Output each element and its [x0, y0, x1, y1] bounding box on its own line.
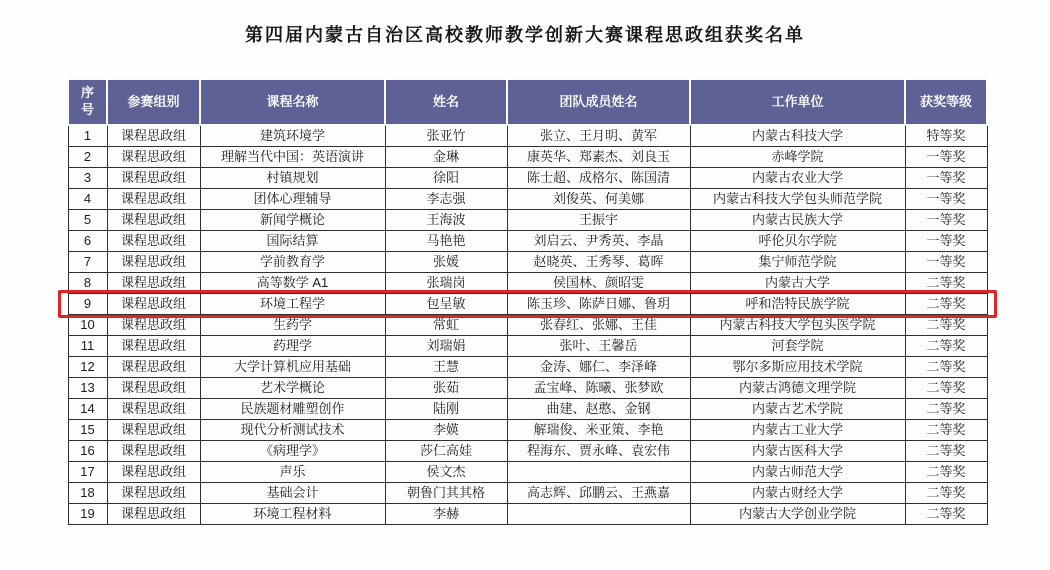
- table-cell: 包呈敏: [385, 294, 507, 315]
- table-cell: 高志辉、邱鹏云、王燕嘉: [507, 483, 690, 504]
- table-cell: 朝鲁门其其格: [385, 483, 507, 504]
- table-cell: 解瑞俊、米亚策、李艳: [507, 420, 690, 441]
- column-header: 参赛组别: [107, 79, 200, 125]
- table-row: [68, 147, 987, 168]
- table-cell: 课程思政组: [107, 420, 200, 441]
- table-cell: 二等奖: [905, 357, 987, 378]
- table-cell: 1: [68, 125, 107, 147]
- table-cell: [507, 462, 690, 483]
- table-cell: 现代分析测试技术: [200, 420, 385, 441]
- table-cell: 民族题材雕塑创作: [200, 399, 385, 420]
- page-title: 第四届内蒙古自治区高校教师教学创新大赛课程思政组获奖名单: [245, 25, 805, 45]
- table-row: [68, 125, 987, 147]
- table-cell: 学前教育学: [200, 252, 385, 273]
- table-cell: 内蒙古科技大学包头医学院: [690, 315, 905, 336]
- table-cell: 马艳艳: [385, 231, 507, 252]
- table-cell: 团体心理辅导: [200, 189, 385, 210]
- table-cell: 课程思政组: [107, 252, 200, 273]
- table-cell: 孟宝峰、陈曦、张梦欧: [507, 378, 690, 399]
- table-row: [68, 504, 987, 525]
- table-cell: 二等奖: [905, 420, 987, 441]
- table-cell: 一等奖: [905, 168, 987, 189]
- table-cell: 课程思政组: [107, 273, 200, 294]
- table-cell: 一等奖: [905, 252, 987, 273]
- table-cell: 赵晓英、王秀琴、葛晖: [507, 252, 690, 273]
- table-cell: 张亚竹: [385, 125, 507, 147]
- table-cell: 一等奖: [905, 210, 987, 231]
- table-cell: 鄂尔多斯应用技术学院: [690, 357, 905, 378]
- table-cell: 内蒙古大学创业学院: [690, 504, 905, 525]
- table-cell: 李媖: [385, 420, 507, 441]
- table-cell: 一等奖: [905, 147, 987, 168]
- table-cell: 国际结算: [200, 231, 385, 252]
- table-cell: 集宁师范学院: [690, 252, 905, 273]
- column-header: 获奖等级: [905, 79, 987, 125]
- table-cell: 河套学院: [690, 336, 905, 357]
- column-header: 姓名: [385, 79, 507, 125]
- table-cell: 课程思政组: [107, 441, 200, 462]
- table-cell: 张春红、张娜、王佳: [507, 315, 690, 336]
- table-cell: 课程思政组: [107, 504, 200, 525]
- table-head: [68, 79, 987, 125]
- table-cell: 徐阳: [385, 168, 507, 189]
- award-table-wrap: [67, 78, 986, 525]
- table-cell: 张瑞岗: [385, 273, 507, 294]
- table-cell: 课程思政组: [107, 462, 200, 483]
- table-cell: 课程思政组: [107, 315, 200, 336]
- table-cell: 课程思政组: [107, 399, 200, 420]
- table-cell: 张媛: [385, 252, 507, 273]
- table-cell: 内蒙古师范大学: [690, 462, 905, 483]
- table-row: [68, 315, 987, 336]
- table-cell: 二等奖: [905, 378, 987, 399]
- table-cell: 药理学: [200, 336, 385, 357]
- table-cell: 课程思政组: [107, 210, 200, 231]
- table-cell: 李志强: [385, 189, 507, 210]
- table-cell: 建筑环境学: [200, 125, 385, 147]
- table-cell: 生药学: [200, 315, 385, 336]
- table-row: [68, 399, 987, 420]
- table-cell: 王慧: [385, 357, 507, 378]
- table-cell: 陈士超、成格尔、陈国清: [507, 168, 690, 189]
- table-cell: 曲建、赵憨、金钢: [507, 399, 690, 420]
- table-row: [68, 210, 987, 231]
- table-row: [68, 168, 987, 189]
- table-cell: 课程思政组: [107, 378, 200, 399]
- table-cell: 常虹: [385, 315, 507, 336]
- table-row: [68, 294, 987, 315]
- table-cell: 内蒙古农业大学: [690, 168, 905, 189]
- column-header: 团队成员姓名: [507, 79, 690, 125]
- table-cell: 金涛、娜仁、李泽峰: [507, 357, 690, 378]
- table-cell: 赤峰学院: [690, 147, 905, 168]
- table-cell: 侯文杰: [385, 462, 507, 483]
- table-cell: 声乐: [200, 462, 385, 483]
- table-cell: 10: [68, 315, 107, 336]
- table-cell: 二等奖: [905, 315, 987, 336]
- table-cell: 课程思政组: [107, 357, 200, 378]
- table-cell: 15: [68, 420, 107, 441]
- table-cell: 8: [68, 273, 107, 294]
- table-cell: 王振宇: [507, 210, 690, 231]
- table-cell: 二等奖: [905, 399, 987, 420]
- table-cell: 11: [68, 336, 107, 357]
- table-cell: 陈玉珍、陈萨日娜、鲁玥: [507, 294, 690, 315]
- table-cell: 7: [68, 252, 107, 273]
- table-cell: 内蒙古艺术学院: [690, 399, 905, 420]
- table-cell: 二等奖: [905, 462, 987, 483]
- table-cell: 二等奖: [905, 294, 987, 315]
- table-cell: 二等奖: [905, 483, 987, 504]
- column-header: 序 号: [68, 79, 107, 125]
- table-row: [68, 189, 987, 210]
- table-cell: 课程思政组: [107, 125, 200, 147]
- table-cell: 《病理学》: [200, 441, 385, 462]
- table-cell: 内蒙古鸿德文理学院: [690, 378, 905, 399]
- table-cell: 18: [68, 483, 107, 504]
- table-row: [68, 483, 987, 504]
- table-cell: 课程思政组: [107, 168, 200, 189]
- table-cell: 环境工程材料: [200, 504, 385, 525]
- table-cell: 12: [68, 357, 107, 378]
- table-cell: 基础会计: [200, 483, 385, 504]
- table-cell: 二等奖: [905, 504, 987, 525]
- table-row: [68, 441, 987, 462]
- table-cell: 一等奖: [905, 231, 987, 252]
- table-cell: 理解当代中国：英语演讲: [200, 147, 385, 168]
- table-cell: 一等奖: [905, 189, 987, 210]
- table-cell: 内蒙古财经大学: [690, 483, 905, 504]
- table-cell: 张叶、王馨岳: [507, 336, 690, 357]
- table-cell: 6: [68, 231, 107, 252]
- table-cell: 张茹: [385, 378, 507, 399]
- table-row: [68, 231, 987, 252]
- table-cell: 二等奖: [905, 273, 987, 294]
- table-cell: 刘启云、尹秀英、李晶: [507, 231, 690, 252]
- table-cell: 金琳: [385, 147, 507, 168]
- table-cell: 内蒙古工业大学: [690, 420, 905, 441]
- table-cell: 二等奖: [905, 336, 987, 357]
- table-cell: 课程思政组: [107, 231, 200, 252]
- table-cell: 呼和浩特民族学院: [690, 294, 905, 315]
- table-cell: 王海波: [385, 210, 507, 231]
- table-cell: 16: [68, 441, 107, 462]
- table-cell: 9: [68, 294, 107, 315]
- table-row: [68, 252, 987, 273]
- table-cell: 内蒙古科技大学包头师范学院: [690, 189, 905, 210]
- table-cell: 村镇规划: [200, 168, 385, 189]
- table-cell: 呼伦贝尔学院: [690, 231, 905, 252]
- table-cell: 环境工程学: [200, 294, 385, 315]
- table-row: [68, 420, 987, 441]
- table-cell: 19: [68, 504, 107, 525]
- table-cell: 新闻学概论: [200, 210, 385, 231]
- table-cell: 李赫: [385, 504, 507, 525]
- table-cell: 内蒙古民族大学: [690, 210, 905, 231]
- table-cell: 课程思政组: [107, 189, 200, 210]
- header-row: [68, 79, 987, 125]
- table-cell: 刘俊英、何美娜: [507, 189, 690, 210]
- table-cell: 课程思政组: [107, 147, 200, 168]
- table-row: [68, 336, 987, 357]
- table-cell: 张立、王月明、黄军: [507, 125, 690, 147]
- table-cell: 课程思政组: [107, 336, 200, 357]
- table-cell: 陆刚: [385, 399, 507, 420]
- table-cell: 侯国林、颜昭雯: [507, 273, 690, 294]
- table-cell: 3: [68, 168, 107, 189]
- table-cell: 4: [68, 189, 107, 210]
- table-row: [68, 357, 987, 378]
- table-cell: 2: [68, 147, 107, 168]
- table-cell: 17: [68, 462, 107, 483]
- table-cell: 二等奖: [905, 441, 987, 462]
- table-cell: 14: [68, 399, 107, 420]
- table-cell: 程海东、贾永峰、袁宏伟: [507, 441, 690, 462]
- table-cell: 康英华、郑素杰、刘良玉: [507, 147, 690, 168]
- table-cell: 大学计算机应用基础: [200, 357, 385, 378]
- column-header: 工作单位: [690, 79, 905, 125]
- table-cell: 内蒙古大学: [690, 273, 905, 294]
- table-body: [68, 125, 987, 525]
- table-cell: 课程思政组: [107, 483, 200, 504]
- table-cell: 艺术学概论: [200, 378, 385, 399]
- table-cell: [507, 504, 690, 525]
- table-cell: 刘瑞娟: [385, 336, 507, 357]
- table-row: [68, 462, 987, 483]
- table-cell: 内蒙古医科大学: [690, 441, 905, 462]
- table-cell: 高等数学 A1: [200, 273, 385, 294]
- table-cell: 13: [68, 378, 107, 399]
- table-cell: 特等奖: [905, 125, 987, 147]
- table-cell: 内蒙古科技大学: [690, 125, 905, 147]
- column-header: 课程名称: [200, 79, 385, 125]
- table-cell: 5: [68, 210, 107, 231]
- award-table: [67, 78, 988, 525]
- table-cell: 莎仁高娃: [385, 441, 507, 462]
- table-row: [68, 378, 987, 399]
- table-cell: 课程思政组: [107, 294, 200, 315]
- table-row: [68, 273, 987, 294]
